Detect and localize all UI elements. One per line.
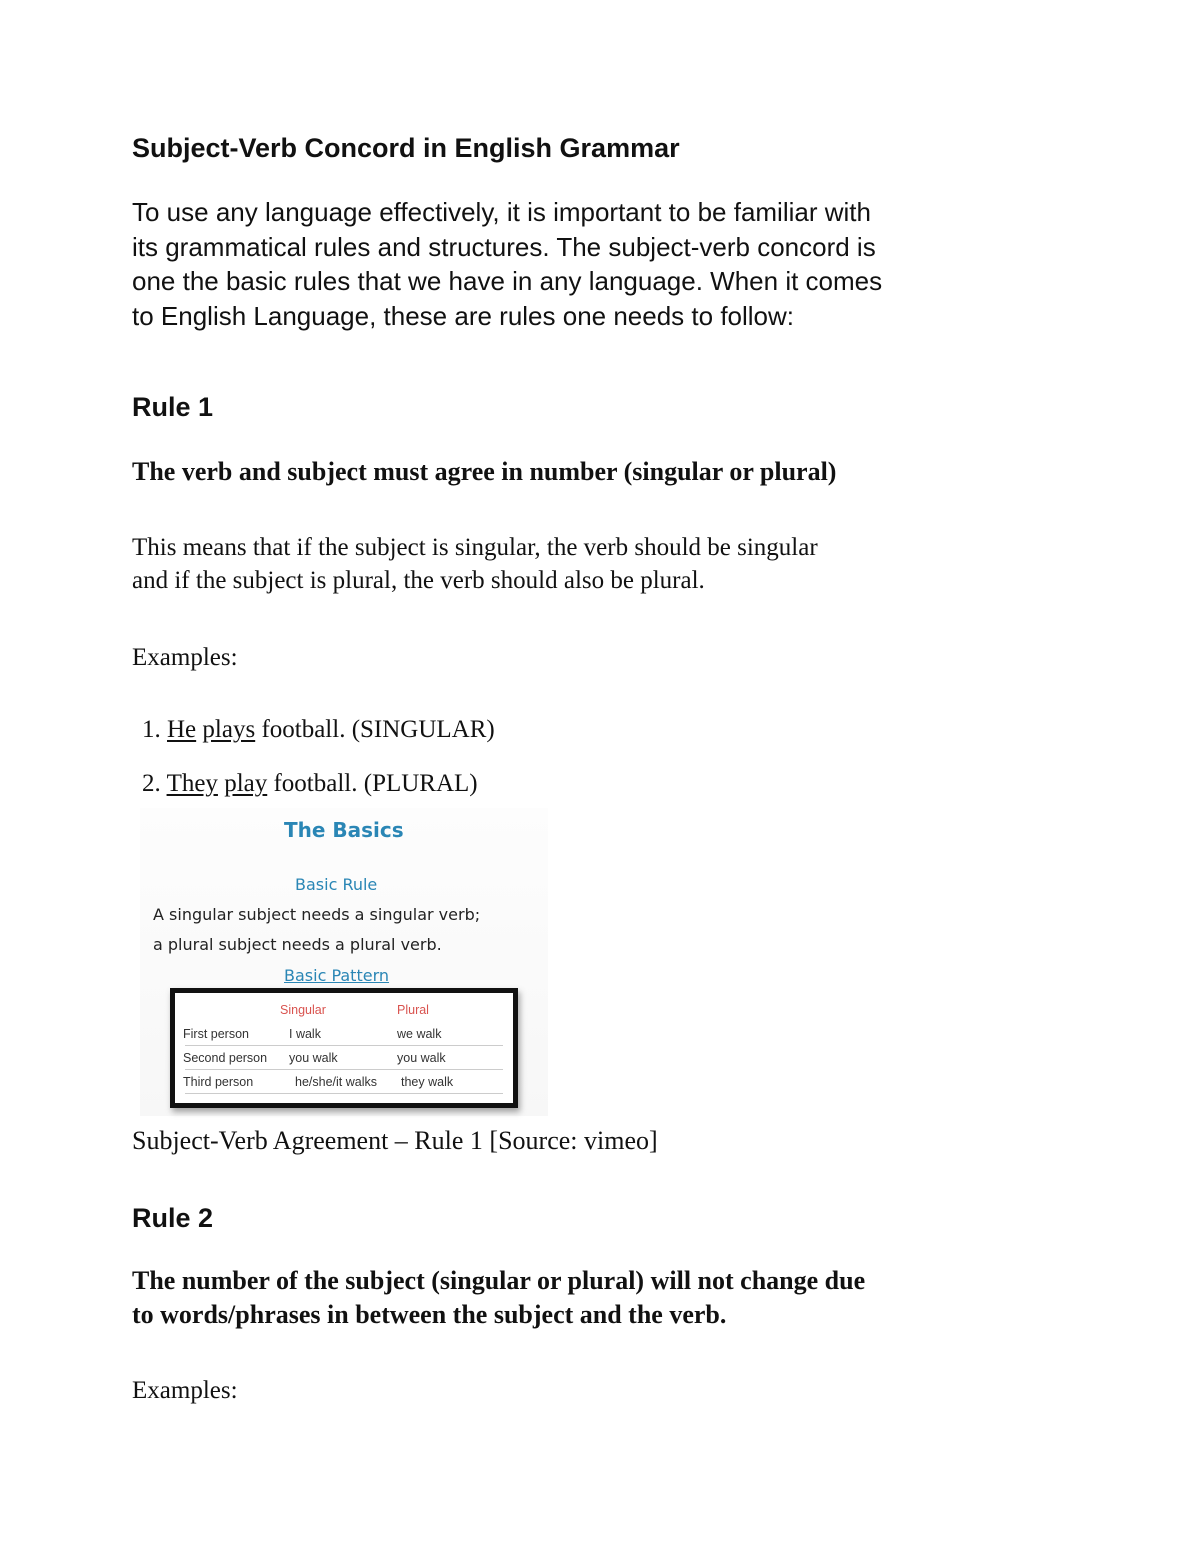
table-cell: Third person bbox=[183, 1075, 254, 1089]
figure-pattern-label: Basic Pattern bbox=[284, 966, 390, 985]
table-cell: we walk bbox=[397, 1027, 442, 1041]
table-cell: First person bbox=[183, 1027, 249, 1041]
example-number: 2. bbox=[142, 770, 161, 797]
rule-2-examples-label: Examples: bbox=[132, 1377, 238, 1404]
table-cell: I walk bbox=[289, 1027, 321, 1041]
figure-title: The Basics bbox=[284, 818, 404, 842]
rule-2-statement bbox=[132, 1264, 992, 1332]
intro-paragraph bbox=[132, 195, 992, 333]
rule-1-heading: Rule 1 bbox=[132, 392, 214, 422]
basics-figure-image bbox=[140, 808, 548, 1116]
figure-rule-line: a plural subject needs a plural verb. bbox=[153, 935, 442, 954]
table-divider bbox=[185, 1093, 503, 1094]
intro-line: To use any language effectively, it is important to be familiar with bbox=[132, 197, 871, 227]
intro-line: one the basic rules that we have in any language. When it comes bbox=[132, 266, 883, 296]
table-cell: you walk bbox=[397, 1051, 446, 1065]
example-rest: football. (SINGULAR) bbox=[261, 716, 495, 743]
table-divider bbox=[185, 1045, 503, 1046]
table-cell: he/she/it walks bbox=[295, 1075, 377, 1089]
example-subject: They bbox=[166, 770, 218, 797]
figure-caption: Subject-Verb Agreement – Rule 1 [Source: vimeo] bbox=[132, 1126, 658, 1155]
example-rest: football. (PLURAL) bbox=[273, 770, 478, 797]
example-subject: He bbox=[167, 716, 197, 743]
example-item bbox=[142, 770, 478, 798]
intro-line: to English Language, these are rules one needs to follow: bbox=[132, 300, 795, 331]
table-header-singular: Singular bbox=[280, 1003, 326, 1017]
figure-subtitle: Basic Rule bbox=[295, 875, 378, 894]
table-cell: you walk bbox=[289, 1051, 338, 1065]
rule-1-explanation bbox=[132, 531, 992, 597]
basic-pattern-table bbox=[170, 988, 518, 1108]
table-divider bbox=[185, 1069, 503, 1070]
page-title: Subject-Verb Concord in English Grammar bbox=[132, 133, 680, 163]
example-verb: play bbox=[224, 770, 268, 797]
table-header-plural: Plural bbox=[397, 1003, 429, 1017]
explanation-line: This means that if the subject is singular, the verb should be singular bbox=[132, 534, 818, 561]
figure-rule-line: A singular subject needs a singular verb; bbox=[153, 905, 481, 924]
statement-line: The number of the subject (singular or plural) will not change due bbox=[132, 1266, 866, 1295]
example-number: 1. bbox=[142, 716, 161, 743]
example-verb: plays bbox=[202, 716, 256, 743]
table-cell: they walk bbox=[401, 1075, 454, 1089]
example-item bbox=[142, 716, 495, 744]
statement-line: to words/phrases in between the subject and the verb. bbox=[132, 1300, 727, 1329]
table-cell: Second person bbox=[183, 1051, 268, 1065]
intro-line: its grammatical rules and structures. The subject-verb concord is bbox=[132, 231, 876, 262]
explanation-line: and if the subject is plural, the verb should also be plural. bbox=[132, 567, 705, 594]
rule-2-heading: Rule 2 bbox=[132, 1203, 214, 1233]
rule-1-examples-label: Examples: bbox=[132, 644, 238, 671]
rule-1-statement: The verb and subject must agree in number (singular or plural) bbox=[132, 457, 837, 486]
